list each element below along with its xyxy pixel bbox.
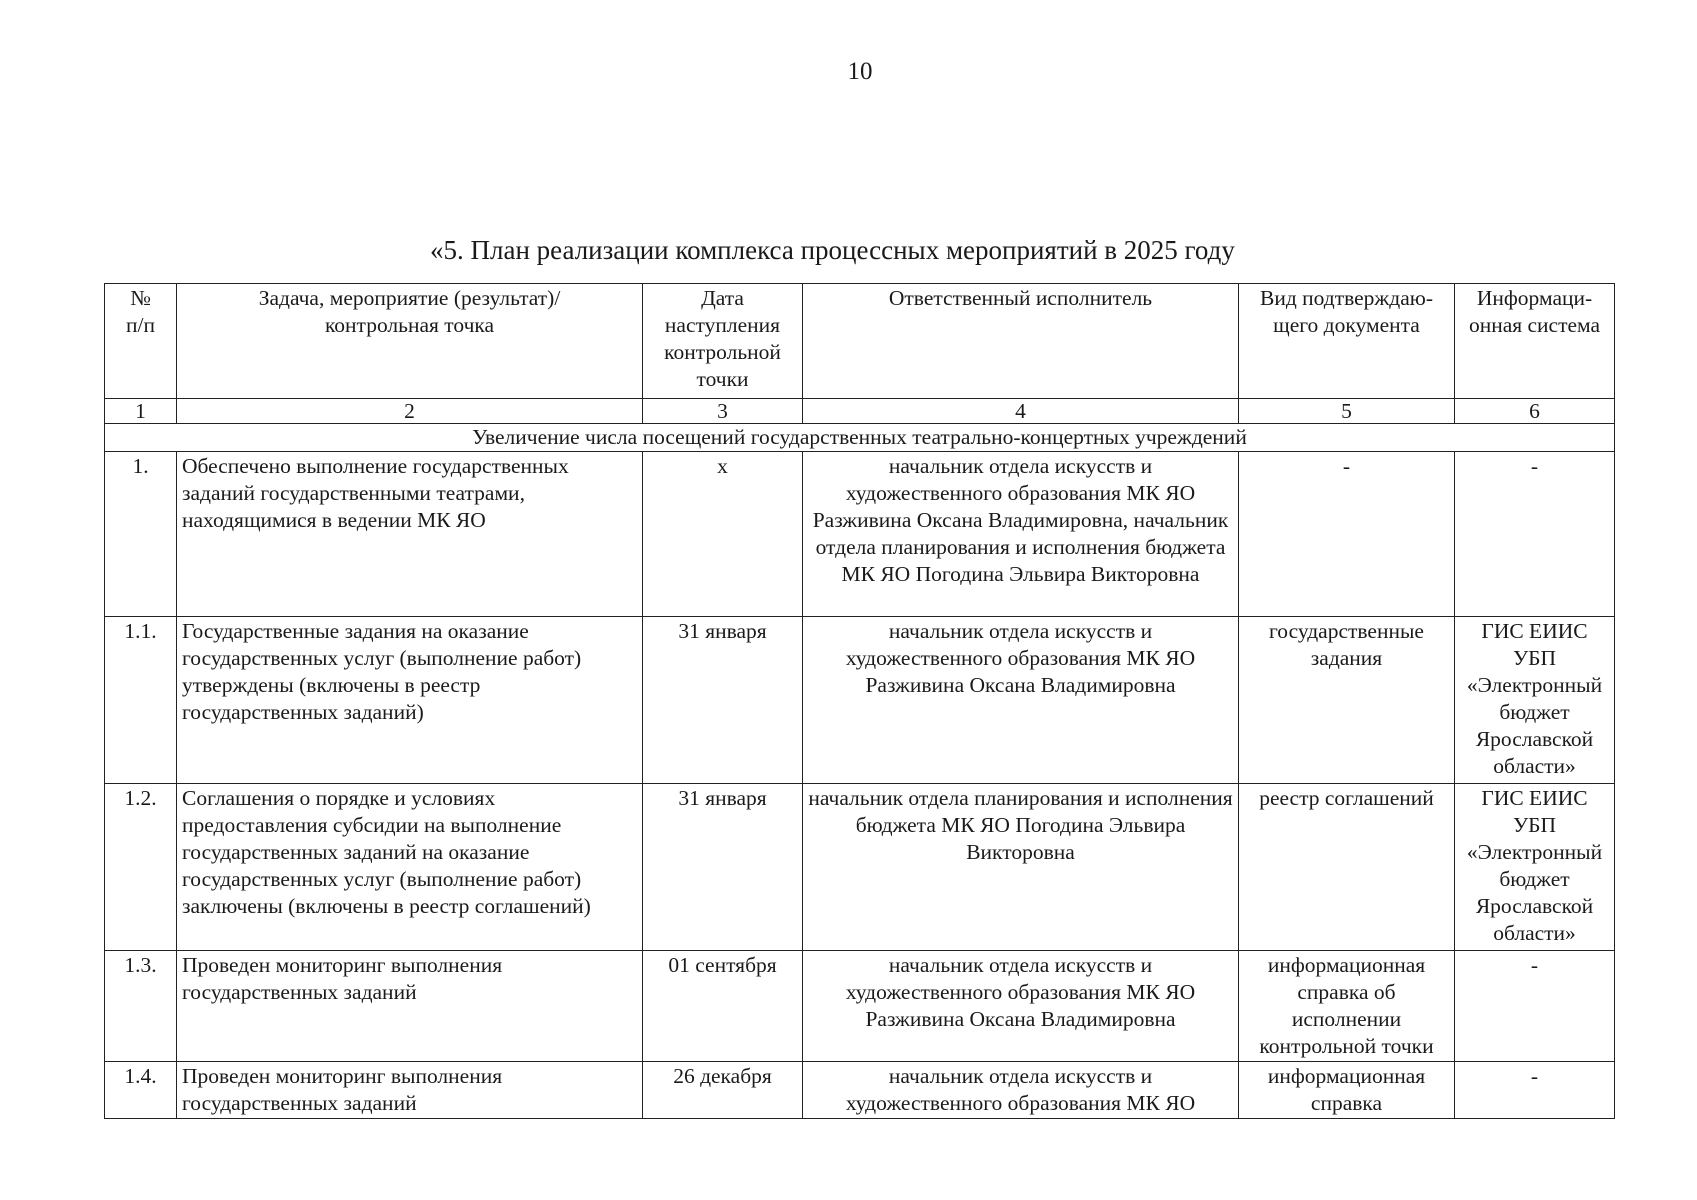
table-row bbox=[105, 784, 1615, 951]
header-date: Дата наступления контрольной точки bbox=[643, 284, 803, 399]
document-title: «5. План реализации комплекса процессных мероприятий в 2025 году bbox=[430, 235, 1235, 265]
row-executor: начальник отдела искусств и художественного образования МК ЯО Разживина Оксана Владимировна bbox=[803, 951, 1239, 1062]
row-document: - bbox=[1239, 452, 1455, 617]
section-title: Увеличение числа посещений государственных театрально-концертных учреждений bbox=[105, 424, 1615, 452]
column-number: 5 bbox=[1239, 399, 1455, 424]
row-system: ГИС ЕИИС УБП «Электронный бюджет Ярославской области» bbox=[1455, 617, 1615, 784]
row-executor: начальник отдела искусств и художественного образования МК ЯО Разживина Оксана Владимировна bbox=[803, 617, 1239, 784]
section-row bbox=[105, 424, 1615, 452]
row-document: информационная справка bbox=[1239, 1062, 1455, 1119]
table-row bbox=[105, 617, 1615, 784]
row-executor: начальник отдела искусств и художественного образования МК ЯО Разживина Оксана Владимировна, начальник отдела планирования и исполнения бюджета МК ЯО Погодина Эльвира Викторовна bbox=[803, 452, 1239, 617]
table-row bbox=[105, 951, 1615, 1062]
table-row bbox=[105, 1062, 1615, 1119]
column-number: 2 bbox=[177, 399, 643, 424]
page-number: 10 bbox=[847, 58, 873, 85]
row-number: 1.2. bbox=[105, 784, 177, 951]
row-task: Проведен мониторинг выполнения государственных заданий bbox=[177, 951, 643, 1062]
header-number: № п/п bbox=[105, 284, 177, 399]
row-document: реестр соглашений bbox=[1239, 784, 1455, 951]
row-number: 1. bbox=[105, 452, 177, 617]
row-system: - bbox=[1455, 1062, 1615, 1119]
column-number: 6 bbox=[1455, 399, 1615, 424]
row-task: Проведен мониторинг выполнения государственных заданий bbox=[177, 1062, 643, 1119]
column-number: 3 bbox=[643, 399, 803, 424]
row-number: 1.3. bbox=[105, 951, 177, 1062]
header-system: Информаци- онная система bbox=[1455, 284, 1615, 399]
row-task: Обеспечено выполнение государственных заданий государственными театрами, находящимися в ведении МК ЯО bbox=[177, 452, 643, 617]
header-executor: Ответственный исполнитель bbox=[803, 284, 1239, 399]
row-date: 01 сентября bbox=[643, 951, 803, 1062]
column-number: 4 bbox=[803, 399, 1239, 424]
row-date: х bbox=[643, 452, 803, 617]
row-system: - bbox=[1455, 452, 1615, 617]
row-date: 31 января bbox=[643, 617, 803, 784]
row-system: - bbox=[1455, 951, 1615, 1062]
plan-table bbox=[104, 283, 1615, 1119]
row-date: 26 декабря bbox=[643, 1062, 803, 1119]
row-executor: начальник отдела искусств и художественного образования МК ЯО bbox=[803, 1062, 1239, 1119]
table-row bbox=[105, 452, 1615, 617]
header-task: Задача, мероприятие (результат)/ контрольная точка bbox=[177, 284, 643, 399]
row-document: информационная справка об исполнении контрольной точки bbox=[1239, 951, 1455, 1062]
header-document: Вид подтверждаю- щего документа bbox=[1239, 284, 1455, 399]
row-number: 1.4. bbox=[105, 1062, 177, 1119]
row-task: Соглашения о порядке и условиях предоставления субсидии на выполнение государственных заданий на оказание государственных услуг (выполнение работ) заключены (включены в реестр соглашений) bbox=[177, 784, 643, 951]
row-task: Государственные задания на оказание государственных услуг (выполнение работ) утверждены (включены в реестр государственных заданий) bbox=[177, 617, 643, 784]
column-number-row bbox=[105, 399, 1615, 424]
table-header-row bbox=[105, 284, 1615, 399]
row-executor: начальник отдела планирования и исполнения бюджета МК ЯО Погодина Эльвира Викторовна bbox=[803, 784, 1239, 951]
row-date: 31 января bbox=[643, 784, 803, 951]
row-system: ГИС ЕИИС УБП «Электронный бюджет Ярославской области» bbox=[1455, 784, 1615, 951]
column-number: 1 bbox=[105, 399, 177, 424]
row-number: 1.1. bbox=[105, 617, 177, 784]
row-document: государственные задания bbox=[1239, 617, 1455, 784]
